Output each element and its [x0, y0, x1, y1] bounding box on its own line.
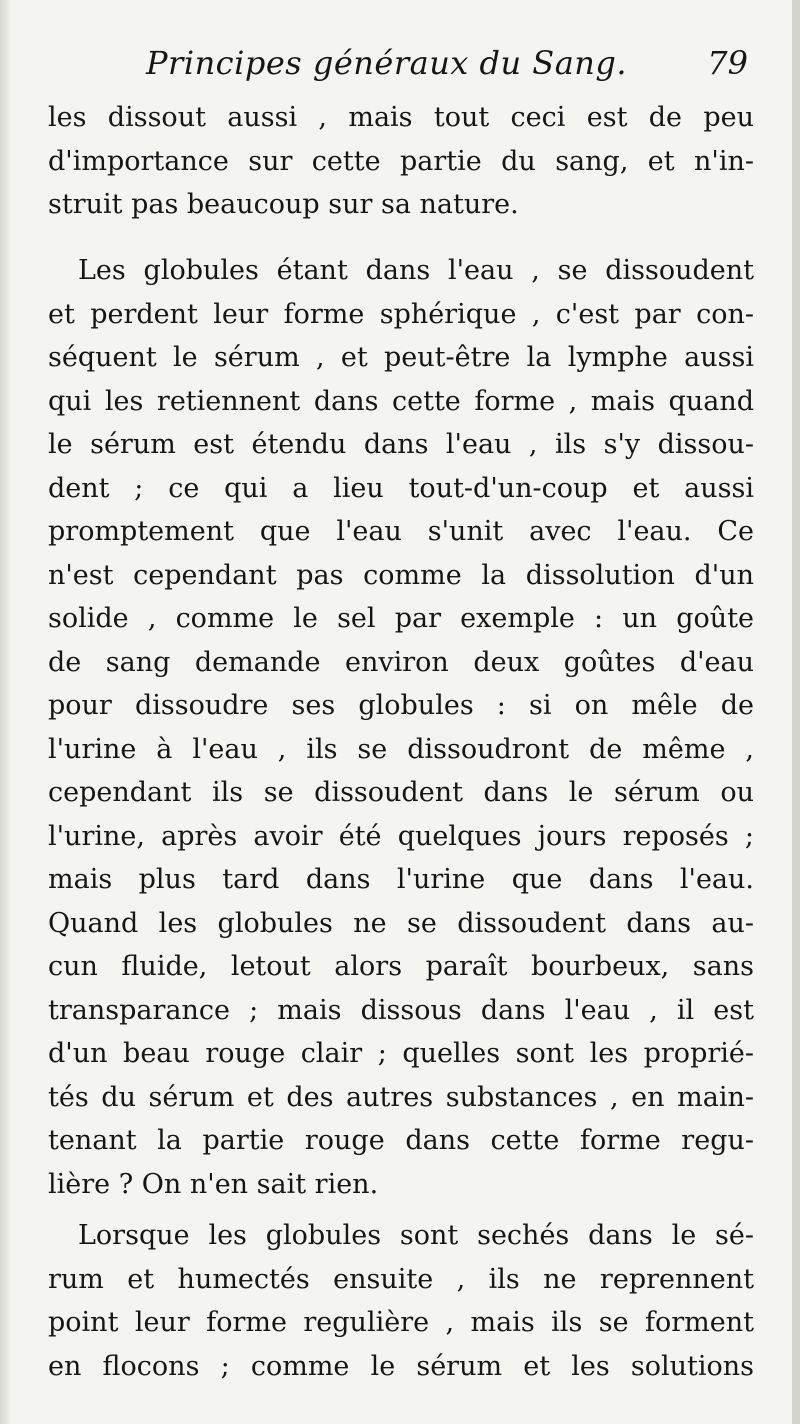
text-line: et perdent leur forme sphérique , c'est par con- [48, 299, 754, 330]
text-line: point leur forme regulière , mais ils se forment [48, 1307, 754, 1338]
text-line: d'un beau rouge clair ; quelles sont les proprié- [48, 1038, 754, 1069]
text-line: qui les retiennent dans cette forme , mais quand [48, 386, 754, 417]
text-line: Lorsque les globules sont sechés dans le sé- [78, 1220, 754, 1251]
running-head [50, 44, 770, 100]
running-title: Principes généraux du Sang. [146, 44, 628, 82]
text-line: l'urine, après avoir été quelques jours reposés ; [48, 821, 754, 852]
text-line: rum et humectés ensuite , ils ne reprennent [48, 1264, 754, 1295]
text-line: les dissout aussi , mais tout ceci est de peu [48, 102, 754, 133]
text-line: Les globules étant dans l'eau , se dissoudent [78, 255, 754, 286]
text-line: de sang demande environ deux goûtes d'eau [48, 647, 754, 678]
text-line: solide , comme le sel par exemple : un goûte [48, 603, 754, 634]
page-edge-shadow [0, 0, 10, 1424]
text-line: cun fluide, letout alors paraît bourbeux, sans [48, 951, 754, 982]
text-line: Quand les globules ne se dissoudent dans au- [48, 908, 754, 939]
text-line: séquent le sérum , et peut-être la lymphe aussi [48, 342, 754, 373]
text-line: tés du sérum et des autres substances , en main- [48, 1082, 754, 1113]
text-line: lière ? On n'en sait rien. [48, 1169, 379, 1200]
text-line: tenant la partie rouge dans cette forme regu- [48, 1125, 754, 1156]
text-line: en flocons ; comme le sérum et les solutions [48, 1351, 754, 1382]
text-line: l'urine à l'eau , ils se dissoudront de même , [48, 734, 754, 765]
text-line: mais plus tard dans l'urine que dans l'eau. [48, 864, 754, 895]
text-line: cependant ils se dissoudent dans le sérum ou [48, 777, 754, 808]
page-edge-border [792, 0, 800, 1424]
text-line: promptement que l'eau s'unit avec l'eau. Ce [48, 516, 754, 547]
text-line: struit pas beaucoup sur sa nature. [48, 189, 519, 220]
text-line: n'est cependant pas comme la dissolution d'un [48, 560, 754, 591]
text-line: dent ; ce qui a lieu tout-d'un-coup et aussi [48, 473, 754, 504]
text-line: transparance ; mais dissous dans l'eau , il est [48, 995, 754, 1026]
page-number: 79 [707, 44, 748, 82]
text-line: le sérum est étendu dans l'eau , ils s'y dissou- [48, 429, 754, 460]
text-line: d'importance sur cette partie du sang, et n'in- [48, 146, 754, 177]
text-line: pour dissoudre ses globules : si on mêle de [48, 690, 754, 721]
